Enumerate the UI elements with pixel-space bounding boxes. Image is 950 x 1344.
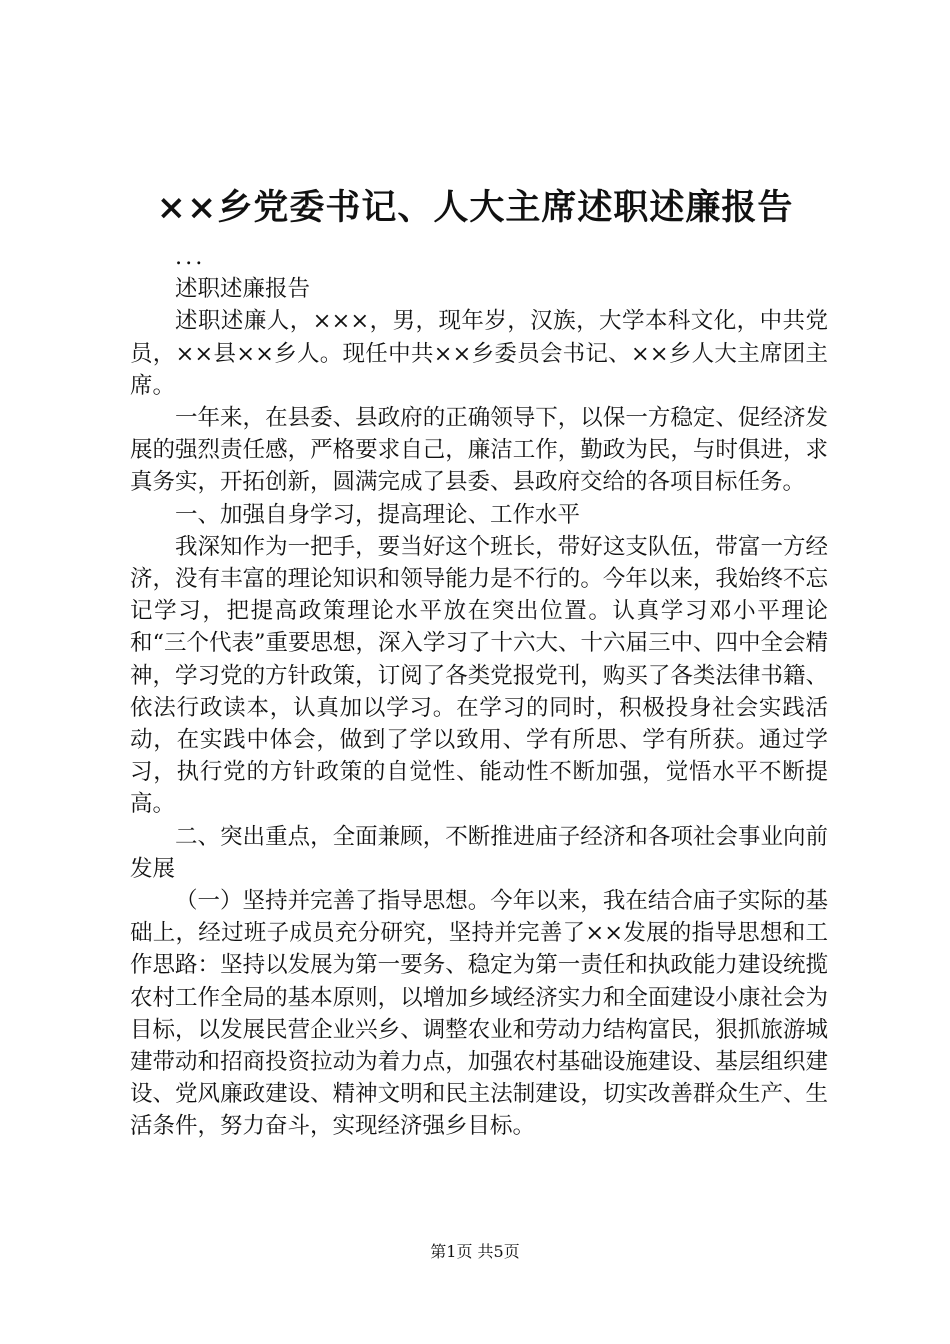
paragraph-summary: 一年来，在县委、县政府的正确领导下，以保一方稳定、促经济发展的强烈责任感，严格要求自己，廉洁工作，勤政为民，与时俱进，求真务实，开拓创新，圆满完成了县委、县政府交给的各项目标任务。 — [130, 405, 828, 496]
paragraph-intro: 述职述廉人，×××，男，现年岁，汉族，大学本科文化，中共党员，××县××乡人。现任中共××乡委员会书记、××乡人大主席团主席。 — [130, 308, 828, 399]
page-number-footer: 第1页 共5页 — [430, 1242, 520, 1261]
document-body — [130, 241, 828, 1143]
section-heading-2: 二、突出重点，全面兼顾，不断推进庙子经济和各项社会事业向前发展 — [130, 823, 828, 882]
section-heading-1: 一、加强自身学习，提高理论、工作水平 — [175, 501, 581, 528]
paragraph-guiding-thought: （一）坚持并完善了指导思想。今年以来，我在结合庙子实际的基础上，经过班子成员充分研究，坚持并完善了××发展的指导思想和工作思路：坚持以发展为第一要务、稳定为第一责任和执政能力建设统揽农村工作全局的基本原则，以增加乡域经济实力和全面建设小康社会为目标，以发展民营企业兴乡、调整农业和劳动力结构富民，狠抓旅游城建带动和招商投资拉动为着力点，加强农村基础设施建设、基层组织建设、党风廉政建设、精神文明和民主法制建设，切实改善群众生产、生活条件，努力奋斗，实现经济强乡目标。 — [130, 888, 828, 1140]
document-title: ××乡党委书记、人大主席述职述廉报告 — [156, 187, 794, 228]
ellipsis-line: ... — [175, 244, 206, 270]
paragraph-study: 我深知作为一把手，要当好这个班长，带好这支队伍，带富一方经济，没有丰富的理论知识和领导能力是不行的。今年以来，我始终不忘记学习，把提高政策理论水平放在突出位置。认真学习邓小平理论和“三个代表”重要思想，深入学习了十六大、十六届三中、四中全会精神，学习党的方针政策，订阅了各类党报党刊，购买了各类法律书籍、依法行政读本，认真加以学习。在学习的同时，积极投身社会实践活动，在实践中体会，做到了学以致用、学有所思、学有所获。通过学习，执行党的方针政策的自觉性、能动性不断加强，觉悟水平不断提高。 — [130, 533, 829, 818]
report-heading: 述职述廉报告 — [175, 276, 311, 303]
